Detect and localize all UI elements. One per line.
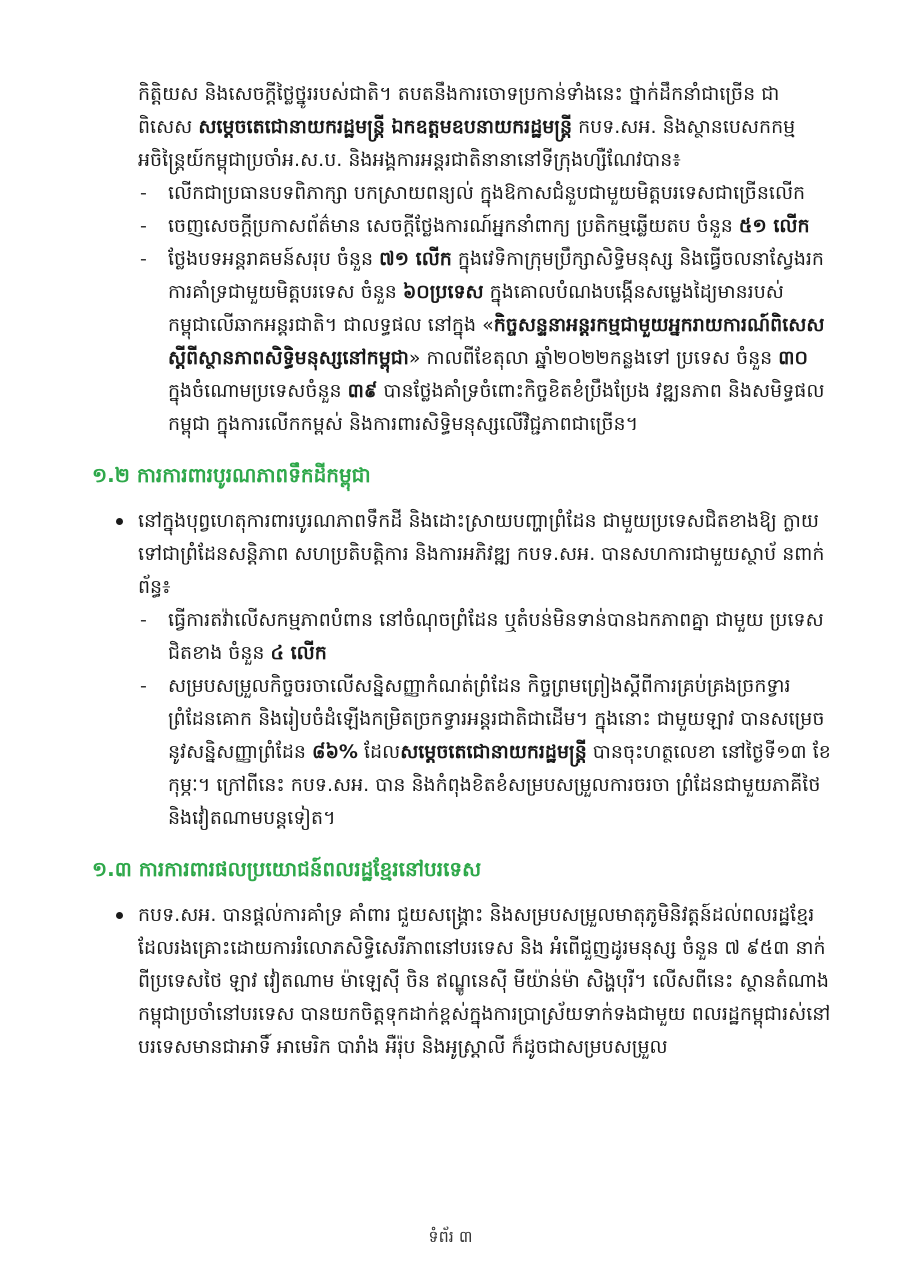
list-item-bold: ៨៦% (312, 741, 358, 763)
list-item-text: ក្នុងវេទិកាក្រុមប្រឹក្សាសិទ្ធិមនុស្ស និងធ្វើចលនាស្វែងរក ការគាំទ្រជាមួយមិត្តបរទេស ចំនួន (168, 248, 824, 303)
list-item-bold: ៣៩ (347, 380, 378, 402)
list-item-text: សម្របសម្រួលកិច្ចចរចាលើសន្និសញ្ញាកំណត់ព្រំដែន កិច្ចព្រមព្រៀងស្ដីពីការគ្រប់គ្រងច្រកទ្វារ ព្រំដែនគោក និងរៀបចំដំឡើងកម្រិតច្រកទ្វារអន្តរជាតិជាដើម។ ក្នុងនោះ ជាមួយឡាវ បានសម្រេចនូវសន្និសញ្ញាព្រំដែន (168, 675, 825, 763)
list-item (138, 177, 832, 210)
list-item (114, 505, 832, 835)
list-item (138, 210, 832, 243)
page-number: ទំព័រ ៣ (428, 1227, 473, 1246)
bullet-icon (116, 912, 123, 919)
section-1-3-heading: ១.៣ ការការពារផលប្រយោជន៍ពលរដ្ឋខ្មែរនៅបរទេស (92, 857, 482, 881)
list-item-text: ចេញសេចក្ដីប្រកាសព័ត៌មាន សេចក្ដីថ្លែងការណ៍អ្នកនាំពាក្យ ប្រតិកម្មឆ្លើយតប ចំនួន (168, 215, 739, 237)
list-item-text: ក្នុងគោលបំណងបង្កើនសម្លេងដៃ្យមានរបស់ កម្ពុជាលើឆាកអន្តរជាតិ។ ជាលទ្ធផល នៅក្នុង « (168, 281, 784, 336)
list-item-text: ថ្លែងបទអន្តរាគមន៍សរុប ចំនួន (168, 248, 380, 270)
section-1-2-bullets (114, 505, 832, 835)
list-item-bold: ៧១ លើក (379, 248, 452, 270)
list-item (114, 899, 832, 1064)
list-item-bold: កិច្ចសន្ទនាអន្តរកម្មជាមួយអ្នករាយការណ៍ពិសេស ស្ដីពីស្ថានភាពសិទ្ធិមនុស្សនៅកម្ពុជា (168, 314, 825, 369)
intro-bold-names: សម្ដេចតេជោនាយករដ្ឋមន្ត្រី ឯកឧត្ដមឧបនាយករដ្ឋមន្ត្រី (198, 116, 573, 138)
list-item-text: បានចុះហត្ថលេខា នៅថ្ងៃទី១៣ ខែកុម្ភៈ។ ក្រៅពីនេះ កបទ.សអ. បាន និងកំពុងខិតខំសម្របសម្រួលការចរចា ព្រំដែនជាមួយភាគីថៃ និងវៀតណាមបន្តទៀត។ (168, 741, 831, 829)
list-item-bold: ៣០ (778, 347, 808, 369)
list-item-bold: សម្ដេចតេជោនាយករដ្ឋមន្ត្រី (400, 741, 587, 763)
intro-line-1: កិត្តិយស និងសេចក្ដីថ្លៃថ្នូររបស់ជាតិ។ តបតនឹងការចោទប្រកាន់ទាំងនេះ ថ្នាក់ដឹកនាំជាច្រើន (138, 83, 756, 105)
intro-line-2-rest: កបទ.សអ. និងស្ថានបេសកកម្ម អចិន្ត្រៃយ៍កម្ពុជាប្រចាំអ.ស.ប. និងអង្គការអន្តរជាតិនានានៅទីក្រុងហ្សឺណែវបាន៖ (138, 116, 796, 171)
list-item-text: ធ្វើការតវ៉ាលើសកម្មភាពបំពាន នៅចំណុចព្រំដែន ឬតំបន់មិនទាន់បានឯកភាពគ្នា ជាមួយ ប្រទេសជិតខាង ចំនួន (168, 609, 824, 664)
list-item (138, 670, 832, 835)
list-item-text: ដែល (357, 741, 401, 763)
list-item-text: » កាលពីខែតុលា ឆ្នាំ២០២២កន្លងទៅ ប្រទេស ចំនួន (408, 347, 779, 369)
list-item-text: ក្នុងចំណោមប្រទេសចំនួន (168, 380, 348, 402)
section-1-2-sublist (138, 604, 832, 835)
list-item-bold: ៦០ប្រទេស (402, 281, 484, 303)
list-item-bold: ៥១ លើក (738, 215, 810, 237)
list-item-text: លើកជាប្រធានបទពិភាក្សា បកស្រាយពន្យល់ ក្នុងឱកាសជំនួបជាមួយមិត្តបរទេសជាច្រើនលើក (168, 182, 806, 204)
list-item-text: បានថ្លែងគាំទ្រចំពោះកិច្ចខិតខំប្រឹងប្រែង វឌ្ឍនភាព និងសមិទ្ធផលកម្ពុជា ក្នុងការលើកកម្ពស់ និងការពារសិទ្ធិមនុស្សលើវិជ្ជភាពជាច្រើន។ (168, 380, 825, 435)
intro-line-2-prefix: ជាពិសេស (138, 83, 780, 138)
bullet-text: នៅក្នុងបុព្វហេតុការពារបូរណភាពទឹកដី និងដោះស្រាយបញ្ហាព្រំដែន ជាមួយប្រទេសជិតខាងឱ្យ ក្លាយទៅជាព្រំដែនសន្តិភាព សហប្រតិបត្តិការ និងការអភិវឌ្ឍ កបទ.សអ. បានសហការជាមួយស្ថាប័ នពាក់ព័ន្ធ៖ (138, 510, 825, 598)
bullet-text: កបទ.សអ. បានផ្ដល់ការគាំទ្រ គាំពារ ជួយសង្គ្រោះ និងសម្របសម្រួលមាតុភូមិនិវត្តន៍ដល់ពលរដ្ឋខ្មែរ ដែលរងគ្រោះដោយការរំលោភសិទ្ធិសេរីភាពនៅបរទេស និង អំពើជួញដូរមនុស្ស ចំនួន ៧ ៩៥៣ នាក់ ពីប្រទេសថៃ ឡាវ វៀតណាម ម៉ាឡេស៊ី ចិន ឥណ្ឌូនេស៊ី មីយ៉ាន់ម៉ា សិង្ហបុរី។ លើសពីនេះ ស្ថានតំណាងកម្ពុជាប្រចាំនៅបរទេស បានយកចិត្តទុកដាក់ខ្ពស់ក្នុងការប្រាស្រ័យទាក់ទងជាមួយ ពលរដ្ឋកម្ពុជារស់នៅបរទេសមានជាអាទិ៍ អាមេរិក បារាំង អឺរ៉ុប និងអូស្ត្រាលី ក៏ដូចជាសម្របសម្រួល (138, 904, 831, 1058)
intro-dash-list (138, 177, 832, 441)
list-item-bold: ៤ លើក (270, 642, 327, 664)
intro-paragraph (138, 78, 832, 177)
section-1-3-bullets (114, 899, 832, 1064)
page-content (92, 78, 832, 1064)
list-item (138, 604, 832, 670)
list-item (138, 243, 832, 441)
section-1-2-heading: ១.២ ការការពារបូរណភាពទឹកដីកម្ពុជា (92, 463, 371, 487)
bullet-icon (116, 518, 123, 525)
